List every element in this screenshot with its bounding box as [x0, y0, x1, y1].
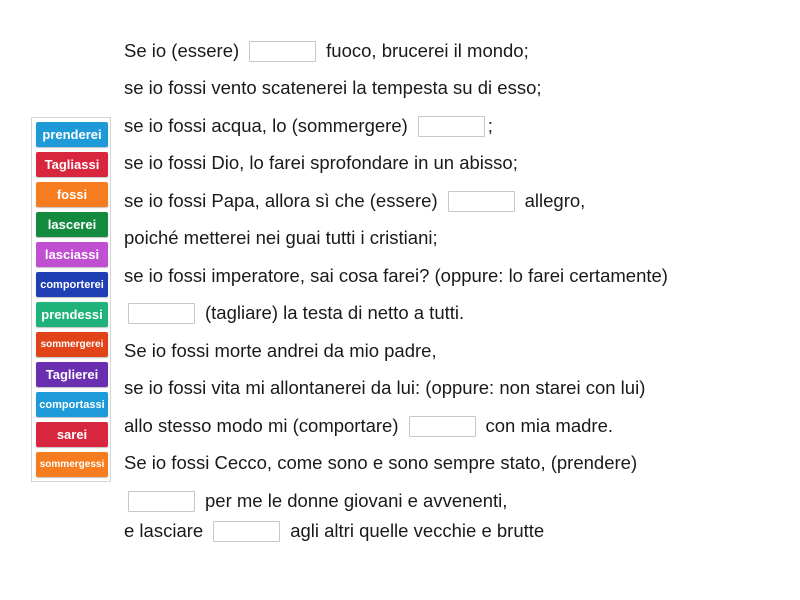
line-text: Se io fossi morte andrei da mio padre,	[124, 340, 437, 361]
line-text: Se io (essere)	[124, 40, 240, 61]
word-chip-comporterei[interactable]: comporterei	[36, 272, 108, 297]
line-text: fuoco, brucerei il mondo;	[326, 40, 529, 61]
text-line	[124, 189, 585, 213]
word-chip-lascerei[interactable]: lascerei	[36, 212, 108, 237]
word-chip-lasciassi[interactable]: lasciassi	[36, 242, 108, 267]
line-text: se io fossi Dio, lo farei sprofondare in un abisso;	[124, 152, 518, 173]
line-text: poiché metterei nei guai tutti i cristiani;	[124, 227, 438, 248]
line-text: per me le donne giovani e avvenenti,	[205, 490, 508, 511]
word-chip-comportassi[interactable]: comportassi	[36, 392, 108, 417]
text-line	[124, 339, 437, 363]
drop-blank-1[interactable]	[249, 41, 316, 62]
word-chip-fossi[interactable]: fossi	[36, 182, 108, 207]
word-chip-sommergessi[interactable]: sommergessi	[36, 452, 108, 477]
drop-blank-6[interactable]	[128, 491, 195, 512]
text-line	[124, 451, 637, 475]
line-text: se io fossi vento scatenerei la tempesta su di esso;	[124, 77, 542, 98]
line-text: ;	[487, 115, 493, 136]
drop-blank-2[interactable]	[418, 116, 485, 137]
text-line	[124, 414, 613, 438]
text-line	[128, 301, 464, 325]
line-text: se io fossi imperatore, sai cosa farei? (oppure: lo farei certamente)	[124, 265, 668, 286]
line-text: e lasciare	[124, 520, 204, 541]
line-text: se io fossi vita mi allontanerei da lui: (oppure: non starei con lui)	[124, 377, 646, 398]
drop-blank-4[interactable]	[128, 303, 195, 324]
drop-blank-7[interactable]	[213, 521, 280, 542]
word-chip-prenderei[interactable]: prenderei	[36, 122, 108, 147]
line-text: se io fossi acqua, lo (sommergere)	[124, 115, 408, 136]
drop-blank-5[interactable]	[409, 416, 476, 437]
drop-blank-3[interactable]	[448, 191, 515, 212]
text-line	[124, 151, 518, 175]
text-line	[128, 489, 507, 513]
word-chip-sarei[interactable]: sarei	[36, 422, 108, 447]
line-text: Se io fossi Cecco, come sono e sono sempre stato, (prendere)	[124, 452, 638, 473]
word-chip-prendessi[interactable]: prendessi	[36, 302, 108, 327]
line-text: con mia madre.	[485, 415, 614, 436]
text-line	[124, 39, 529, 63]
word-chip-taglierei[interactable]: Taglierei	[36, 362, 108, 387]
text-line	[124, 114, 493, 138]
text-line	[124, 76, 542, 100]
word-chip-sommergerei[interactable]: sommergerei	[36, 332, 108, 357]
line-text: allo stesso modo mi (comportare)	[124, 415, 399, 436]
text-line	[124, 264, 668, 288]
text-line	[124, 519, 544, 543]
text-line	[124, 376, 645, 400]
line-text: agli altri quelle vecchie e brutte	[290, 520, 545, 541]
line-text: allegro,	[524, 190, 586, 211]
line-text: (tagliare) la testa di netto a tutti.	[205, 302, 465, 323]
line-text: se io fossi Papa, allora sì che (essere)	[124, 190, 438, 211]
word-chip-tagliassi[interactable]: Tagliassi	[36, 152, 108, 177]
text-line	[124, 226, 438, 250]
